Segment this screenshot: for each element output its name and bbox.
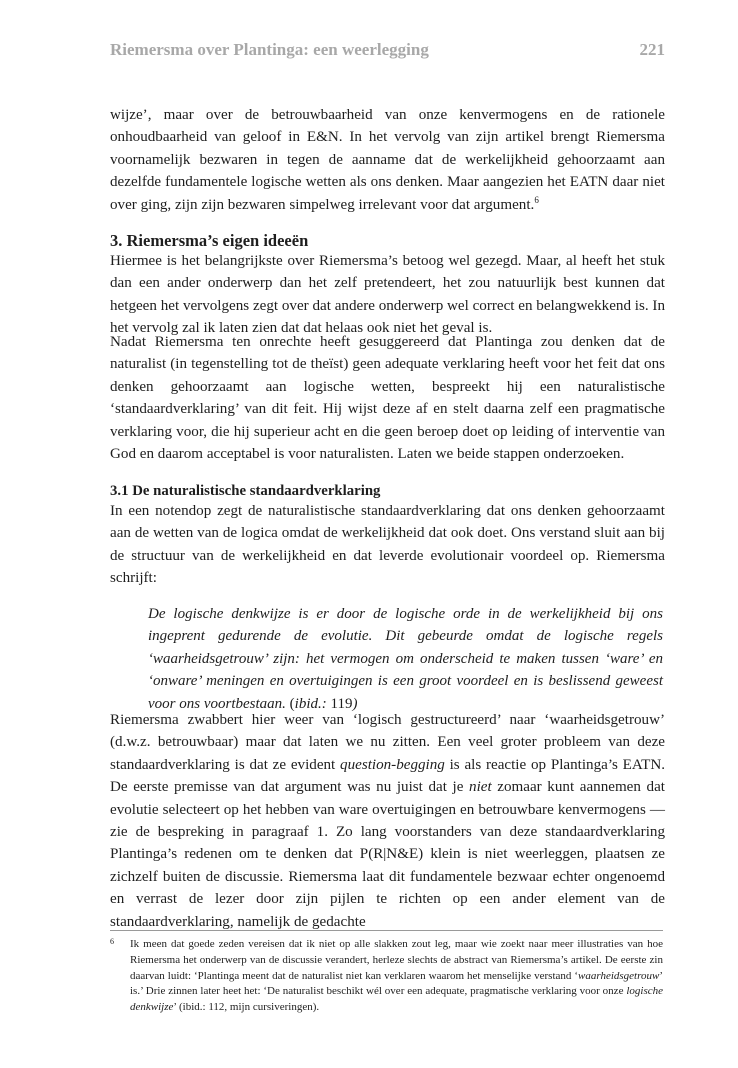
paragraph-2-part-3: zomaar kunt aannemen dat evolutie selecteert op het hebben van ware overtuigingen en betrouwbare kenvermogens — zie de bespreking in paragraaf 1. Zo lang voorstanders van deze standaardverklaring Plantinga’s redenen om te denken dat P(R|N&E) klein is niet weerleggen, plaatsen ze zichzelf buiten de discussie. Riemersma laat dit fundamentele bezwaar echter ongenoemd en verrast de lezer door zijn pijlen te richten op een ander element van de standaardverklaring, namelijk de gedachte [110,779,665,930]
paragraph-2-emphasis-1: question-begging [340,756,445,773]
paragraph-2-part-2: is als reactie op Plantinga’s EATN. De eerste premisse van dat argument was nu juist dat je [110,756,666,796]
footnote-text [130,937,663,1016]
page-number: 221 [639,40,665,59]
quote-ref-close: ) [352,695,358,712]
quote-ref-ibid: ibid.: [294,695,327,712]
footnote-number: 6 [110,937,114,946]
section-3-paragraph-2: Nadat Riemersma ten onrechte heeft gesuggereerd dat Plantinga zou denken dat de naturalist (in tegenstelling tot de theïst) geen adequate verklaring heeft voor het feit dat ons denken gehoorzaamt aan logische wetten, bespreekt hij een naturalistische ‘standaardverklaring’ van dit feit. Hij wijst deze af en stelt daarna zelf een pragmatische verklaring voor, die hij superieur acht en die geen beroep doet op leiding of interventie van God en daarom acceptabel is voor naturalisten. Laten we beide stappen onderzoeken. [110,334,665,463]
footnote-part-1: Ik meen dat goede zeden vereisen dat ik niet op alle slakken zout leg, maar wie zoekt naar meer illustraties van hoe Riemersma het onderwerp van de discussie verandert, herleze slechts de abstract van Riemersma’s artikel. De eerste zin daarvan luidt: ‘Plantinga meent dat de naturalist niet kan verklaren waarom het menselijke verstand ‘ [130,938,663,982]
block-quote [148,603,663,715]
section-3-1-paragraph-1: In een notendop zegt de naturalistische standaardverklaring dat ons denken gehoorzaamt aan de wetten van de logica omdat de werkelijkheid dat ook doet. Ons verstand sluit aan bij de structuur van de werkelijkheid en dat leverde evolutionair voordeel op. Riemersma schrijft: [110,503,665,587]
section-3-1-paragraph-2 [110,709,665,933]
block-quote-text: De logische denkwijze is er door de logische orde in de werkelijkheid bij ons ingeprent gedurende de evolutie. Dit gebeurde omdat de logische regels ‘waarheidsgetrouw’ zijn: het vermogen om onderscheid te maken tussen ‘ware’ en ‘onware’ meningen en overtuigingen is een groot voordeel en is beslissend geweest voor ons voortbestaan. [148,606,663,712]
running-head-title: Riemersma over Plantinga: een weerlegging [110,40,429,59]
paragraph-2-emphasis-2: niet [469,779,492,796]
footnote-part-2: ’ is.’ Drie zinnen later heet het: ‘De naturalist beschikt wél over een adequate, pragmatische verklaring voor onze [130,969,663,998]
section-3-1-heading: 3.1 De naturalistische standaardverklaring [110,483,381,499]
paragraph-2-part-1: Riemersma zwabbert hier weer van ‘logisch gestructureerd’ naar ‘waarheidsgetrouw’ (d.w.z. betrouwbaar) maar dat laten we nu zitten. Een veel groter probleem van deze standaardverklaring is dat ze evident [110,712,665,773]
section-3-heading: 3. Riemersma’s eigen ideeën [110,231,309,250]
running-head [110,40,665,64]
footnote-divider [110,930,663,931]
footnote-emphasis-1: waarheidsgetrouw [578,969,660,982]
footnote-reference[interactable]: 6 [534,194,539,205]
footnote-part-3: ’ (ibid.: 112, mijn cursiveringen). [173,1001,320,1014]
intro-paragraph [110,104,665,216]
intro-paragraph-text: wijze’, maar over de betrouwbaarheid van onze kenvermogens en de rationele onhoudbaarheid van geloof in E&N. In het vervolg van zijn artikel brengt Riemersma voornamelijk bezwaren in tegen de aanname dat de werkelijkheid gehoorzaamt aan dezelfde fundamentele logische wetten als ons denken. Maar aangezien het EATN daar niet over ging, zijn zijn bezwaren simpelweg irrelevant voor dat argument. [110,107,665,213]
section-3-paragraph-1: Hiermee is het belangrijkste over Riemersma’s betoog wel gezegd. Maar, al heeft het stuk dan een ander onderwerp dan het zelf pretendeert, het zou natuurlijk best kunnen dat hetgeen het vervolgens zegt over dat andere onderwerp wel correct en belangwekkend is. In het vervolg zal ik laten zien dat dat helaas ook niet het geval is. [110,253,665,337]
footnote-emphasis-2: logische denkwijze [130,985,663,1014]
footnote-6 [110,937,663,1016]
quote-ref-open: ( [285,695,295,712]
quote-ref-page: 119 [326,695,353,712]
